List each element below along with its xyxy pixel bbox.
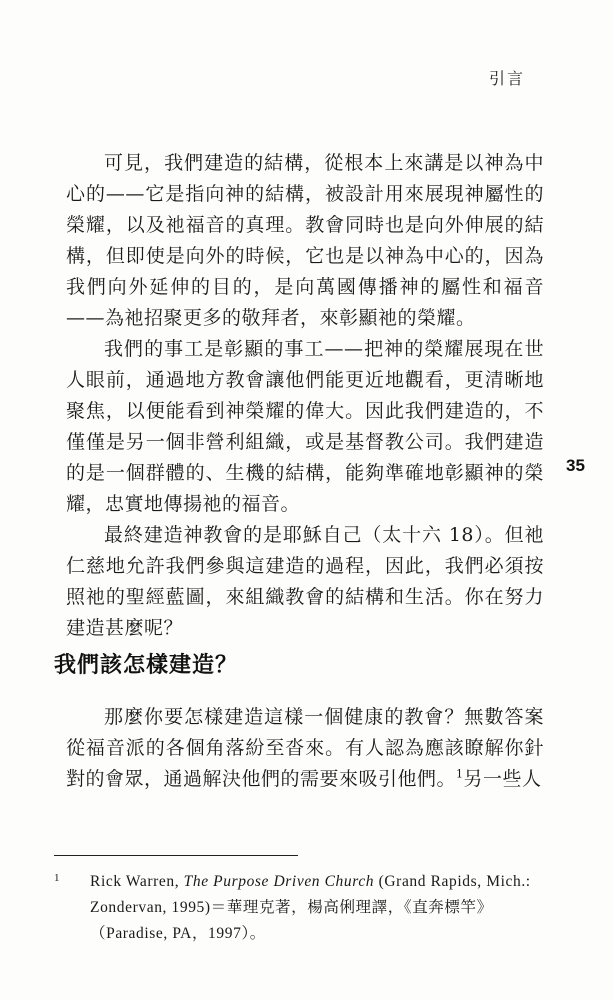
- footnote-book-title: The Purpose Driven Church: [183, 873, 375, 890]
- running-header: 引言: [488, 69, 525, 88]
- section-body: [66, 702, 544, 795]
- paragraph-2: 我們的事工是彰顯的事工——把神的榮耀展現在世人眼前，通過地方教會讓他們能更近地觀看，更清晰地聚焦，以便能看到神榮耀的偉大。因此我們建造的，不僅僅是另一個非營利組織，或是基督教公司。我們建造的是一個群體的、生機的結構，能夠準確地彰顯神的榮耀，忠實地傳揚祂的福音。: [66, 338, 544, 515]
- footnote-text: [90, 869, 554, 947]
- footnote-reference[interactable]: 1: [456, 767, 464, 781]
- body-text: [66, 148, 544, 644]
- section-heading: 我們該怎樣建造？: [54, 653, 239, 678]
- footnote-details: (Grand Rapids, Mich.: Zondervan, 1995)＝華理克著，楊高俐理譯，《直奔標竿》（Paradise, PA，1997）。: [90, 873, 531, 942]
- paragraph-1: 可見，我們建造的結構，從根本上來講是以神為中心的——它是指向神的結構，被設計用來展現神屬性的榮耀，以及祂福音的真理。教會同時也是向外伸展的結構，但即使是向外的時候，它也是以神為中心的，因為我們向外延伸的目的，是向萬國傳播神的屬性和福音——為祂招聚更多的敬拜者，來彰顯祂的榮耀。: [66, 152, 544, 329]
- footnote-divider: [54, 855, 298, 856]
- section-paragraph-tail: 另一些人: [463, 768, 542, 790]
- section-paragraph-text: 那麼你要怎樣建造這樣一個健康的教會？無數答案從福音派的各個角落紛至沓來。有人認為應該瞭解你針對的會眾，通過解決他們的需要來吸引他們。: [66, 706, 544, 790]
- footnote-number: 1: [54, 872, 61, 884]
- section-paragraph: [66, 702, 544, 795]
- footnote: [54, 869, 554, 947]
- paragraph-3: 最終建造神教會的是耶穌自己（太十六 18）。但祂仁慈地允許我們參與這建造的過程，因此，我們必須按照祂的聖經藍圖，來組織教會的結構和生活。你在努力建造甚麼呢？: [66, 524, 544, 639]
- page-number: 35: [566, 456, 585, 475]
- footnote-author: Rick Warren,: [90, 873, 184, 890]
